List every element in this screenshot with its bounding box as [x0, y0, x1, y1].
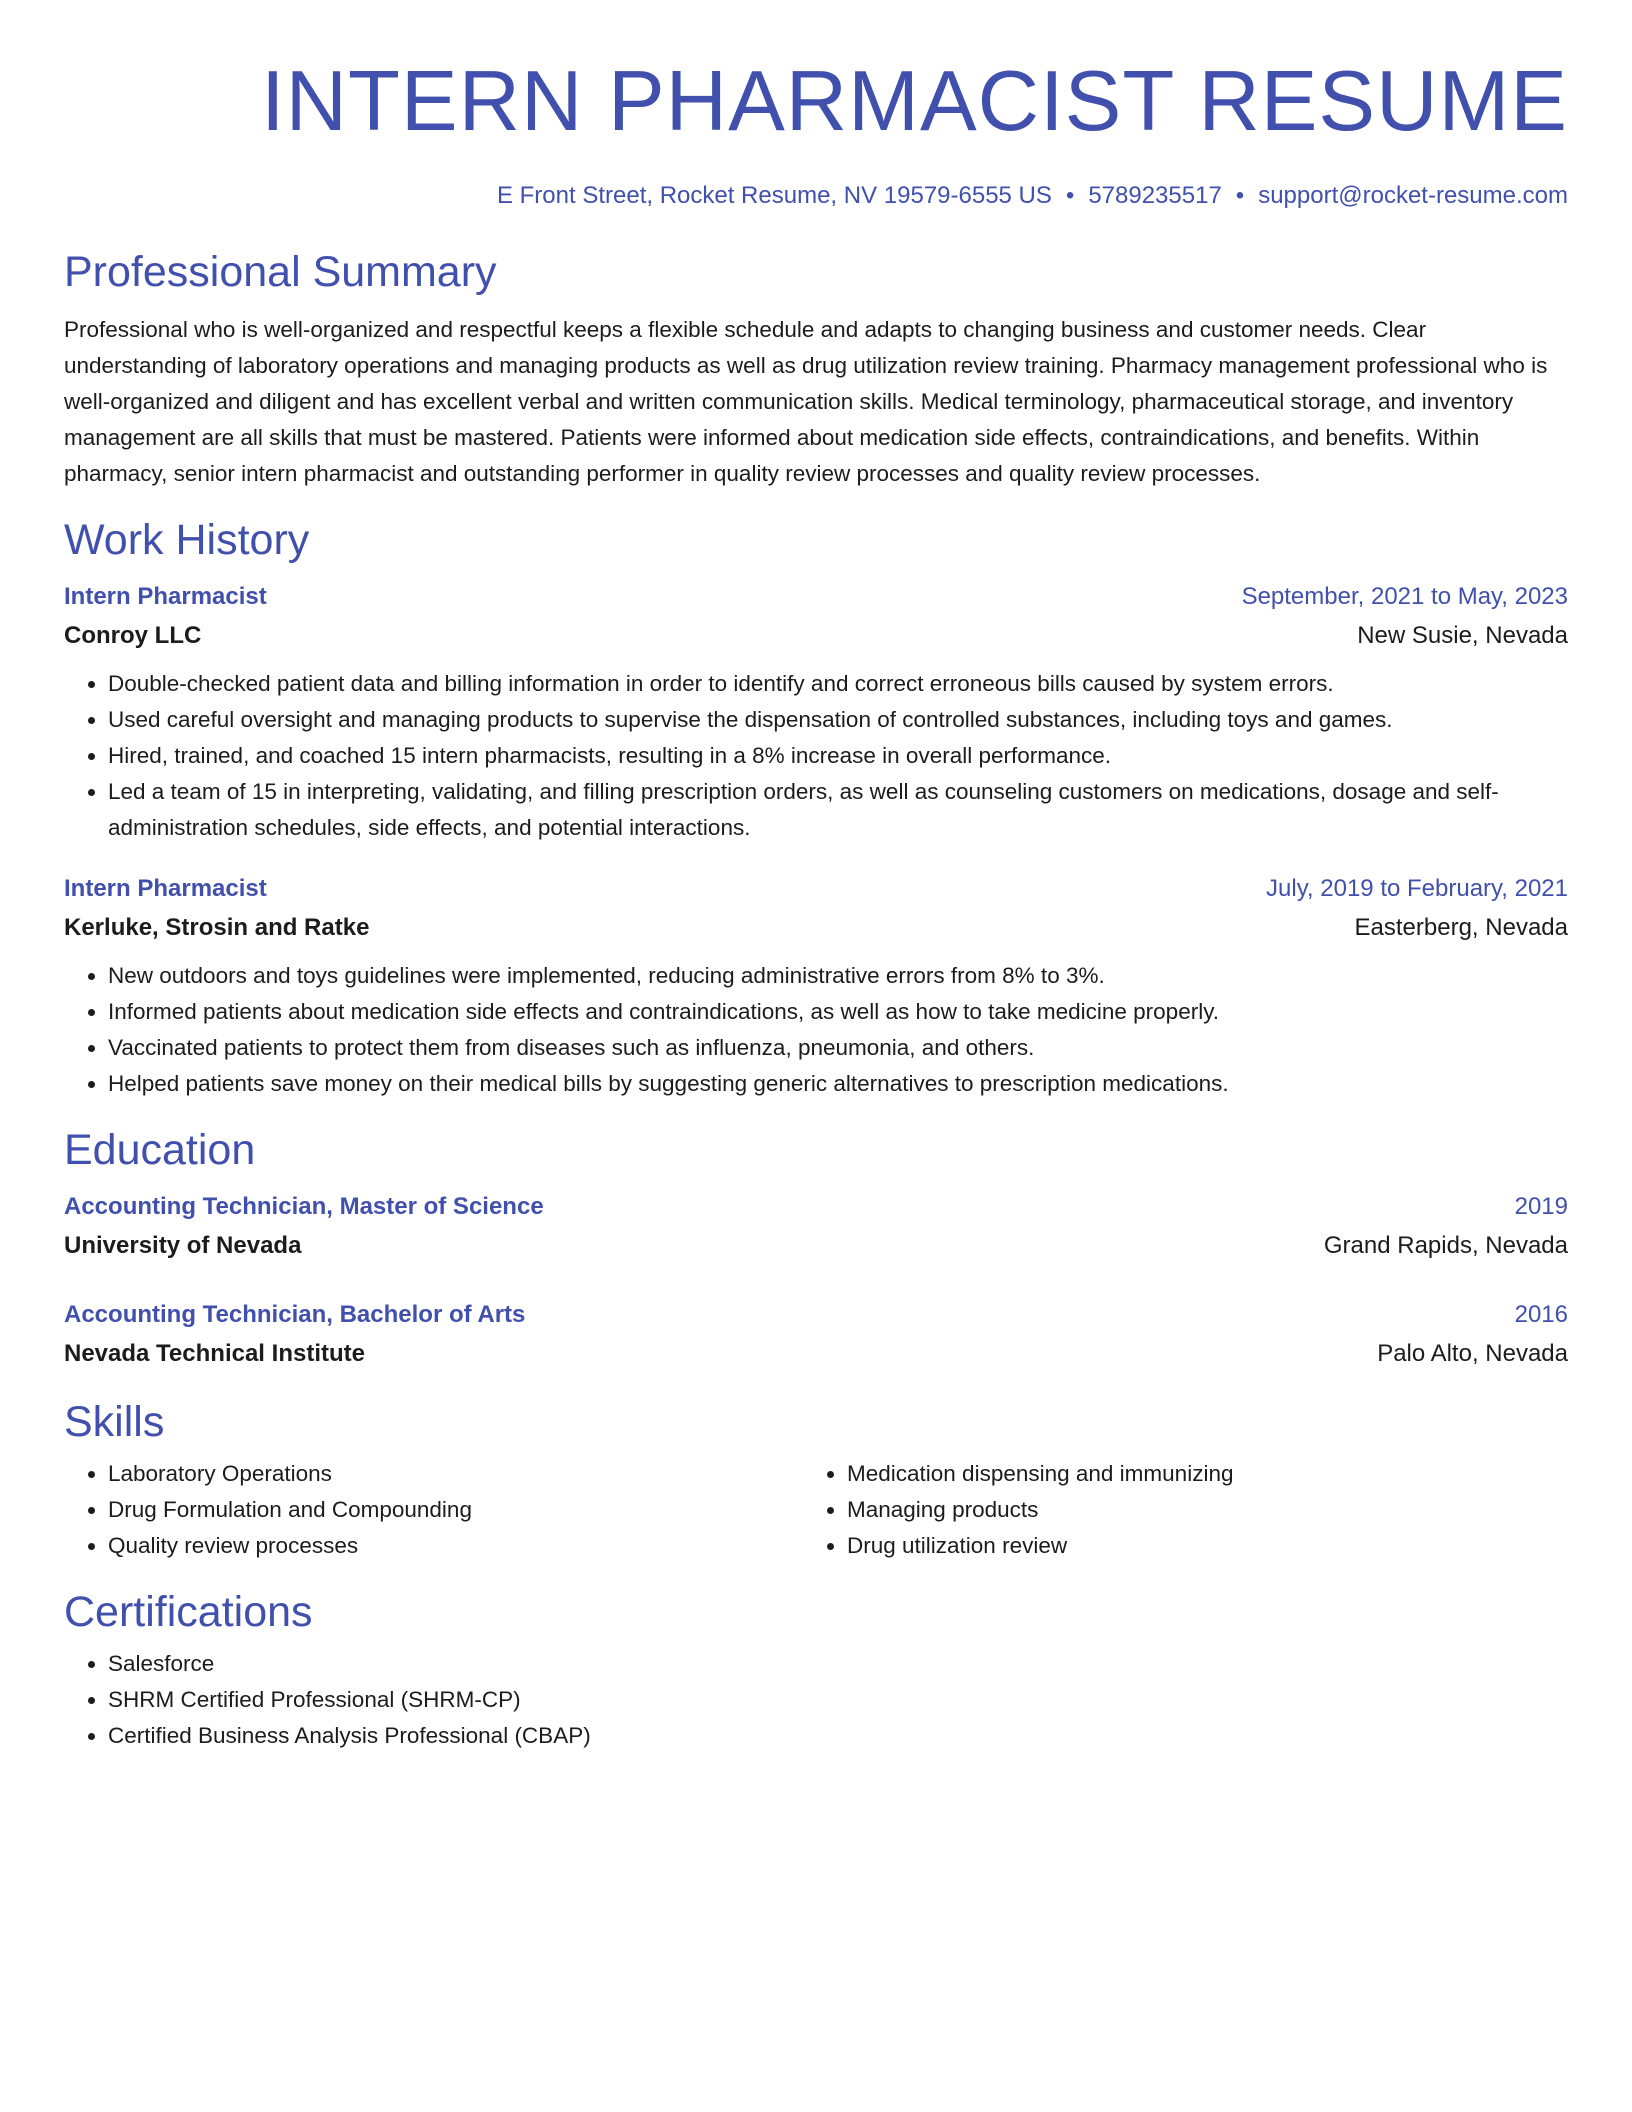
list-item: • Used careful oversight and managing products to supervise the dispensation of controlled substances, including toys and games.: [108, 702, 1568, 738]
list-item: • Drug Formulation and Compounding: [108, 1492, 803, 1528]
list-item: • Drug utilization review: [847, 1528, 1542, 1564]
degree-title: Accounting Technician, Master of Science: [64, 1193, 544, 1220]
list-item: • Medication dispensing and immunizing: [847, 1456, 1542, 1492]
skills-list: [803, 1456, 1542, 1564]
education-entry: [64, 1296, 1568, 1374]
page-title: INTERN PHARMACIST RESUME: [260, 54, 1568, 149]
list-item: • Laboratory Operations: [108, 1456, 803, 1492]
job-title: Intern Pharmacist: [64, 583, 267, 610]
job-company: Kerluke, Strosin and Ratke: [64, 914, 370, 941]
list-item: • Certified Business Analysis Professional (CBAP): [108, 1718, 1568, 1754]
skills-section: [64, 1396, 1568, 1564]
job-duties-list: [64, 958, 1568, 1102]
degree-year: 2016: [1514, 1301, 1568, 1328]
school-name: Nevada Technical Institute: [64, 1340, 365, 1367]
skills-column-left: [64, 1456, 803, 1564]
job-company-row: [64, 908, 1568, 948]
list-item: • New outdoors and toys guidelines were implemented, reducing administrative errors from 8% to 3%.: [108, 958, 1568, 994]
skills-grid: [64, 1456, 1568, 1564]
job-title-row: [64, 870, 1568, 908]
list-item: • Salesforce: [108, 1646, 1568, 1682]
job-entry: [64, 578, 1568, 846]
list-item: • Double-checked patient data and billing information in order to identify and correct erroneous bills caused by system errors.: [108, 666, 1568, 702]
list-item: • Informed patients about medication side effects and contraindications, as well as how to take medicine properly.: [108, 994, 1568, 1030]
list-item: • Managing products: [847, 1492, 1542, 1528]
job-title: Intern Pharmacist: [64, 875, 267, 902]
job-company-row: [64, 616, 1568, 656]
section-heading-work: Work History: [64, 516, 310, 564]
list-item: • Hired, trained, and coached 15 intern pharmacists, resulting in a 8% increase in overall performance.: [108, 738, 1568, 774]
job-title-row: [64, 578, 1568, 616]
degree-title: Accounting Technician, Bachelor of Arts: [64, 1301, 526, 1328]
job-duties-list: [64, 666, 1568, 846]
section-heading-summary: Professional Summary: [64, 248, 497, 296]
section-heading-skills: Skills: [64, 1398, 165, 1446]
skills-list: [64, 1456, 803, 1564]
job-company: Conroy LLC: [64, 622, 202, 649]
work-history-section: [64, 514, 1568, 1102]
list-item: • Led a team of 15 in interpreting, validating, and filling prescription orders, as well as counseling customers on medications, dosage and self-administration schedules, side effects, and potential interactions.: [108, 774, 1568, 846]
school-location: Palo Alto, Nevada: [1377, 1340, 1568, 1367]
bullet-separator: •: [1065, 182, 1075, 209]
resume-header: [64, 52, 1568, 212]
job-dates: July, 2019 to February, 2021: [1266, 875, 1568, 902]
skills-column-right: [803, 1456, 1542, 1564]
phone-text: 5789235517: [1088, 182, 1222, 209]
list-item: • SHRM Certified Professional (SHRM-CP): [108, 1682, 1568, 1718]
list-item: • Helped patients save money on their medical bills by suggesting generic alternatives to prescription medications.: [108, 1066, 1568, 1102]
school-row: [64, 1334, 1568, 1374]
list-item: • Vaccinated patients to protect them from diseases such as influenza, pneumonia, and others.: [108, 1030, 1568, 1066]
job-location: Easterberg, Nevada: [1354, 914, 1568, 941]
list-item: • Quality review processes: [108, 1528, 803, 1564]
degree-row: [64, 1188, 1568, 1226]
degree-row: [64, 1296, 1568, 1334]
job-location: New Susie, Nevada: [1357, 622, 1568, 649]
job-entry: [64, 870, 1568, 1102]
education-section: [64, 1124, 1568, 1374]
school-location: Grand Rapids, Nevada: [1323, 1232, 1568, 1259]
bullet-separator: •: [1235, 182, 1245, 209]
section-heading-education: Education: [64, 1126, 256, 1174]
degree-year: 2019: [1514, 1193, 1568, 1220]
certifications-section: [64, 1586, 1568, 1754]
summary-section: [64, 246, 1568, 492]
education-entry: [64, 1188, 1568, 1266]
address-text: E Front Street, Rocket Resume, NV 19579-6555 US: [496, 182, 1052, 209]
contact-line: [64, 180, 1568, 212]
school-name: University of Nevada: [64, 1232, 302, 1259]
summary-text: Professional who is well-organized and respectful keeps a flexible schedule and adapts to changing business and customer needs. Clear understanding of laboratory operations and managing products as well as drug utilization review training. Pharmacy management professional who is well-organized and diligent and has excellent verbal and written communication skills. Medical terminology, pharmaceutical storage, and inventory management are all skills that must be mastered. Patients were informed about medication side effects, contraindications, and benefits. Within pharmacy, senior intern pharmacist and outstanding performer in quality review processes and quality review processes.: [64, 317, 1548, 486]
email-link[interactable]: support@rocket-resume.com: [1258, 182, 1568, 209]
school-row: [64, 1226, 1568, 1266]
job-dates: September, 2021 to May, 2023: [1241, 583, 1568, 610]
section-heading-certifications: Certifications: [64, 1588, 313, 1636]
certifications-list: [64, 1646, 1568, 1754]
